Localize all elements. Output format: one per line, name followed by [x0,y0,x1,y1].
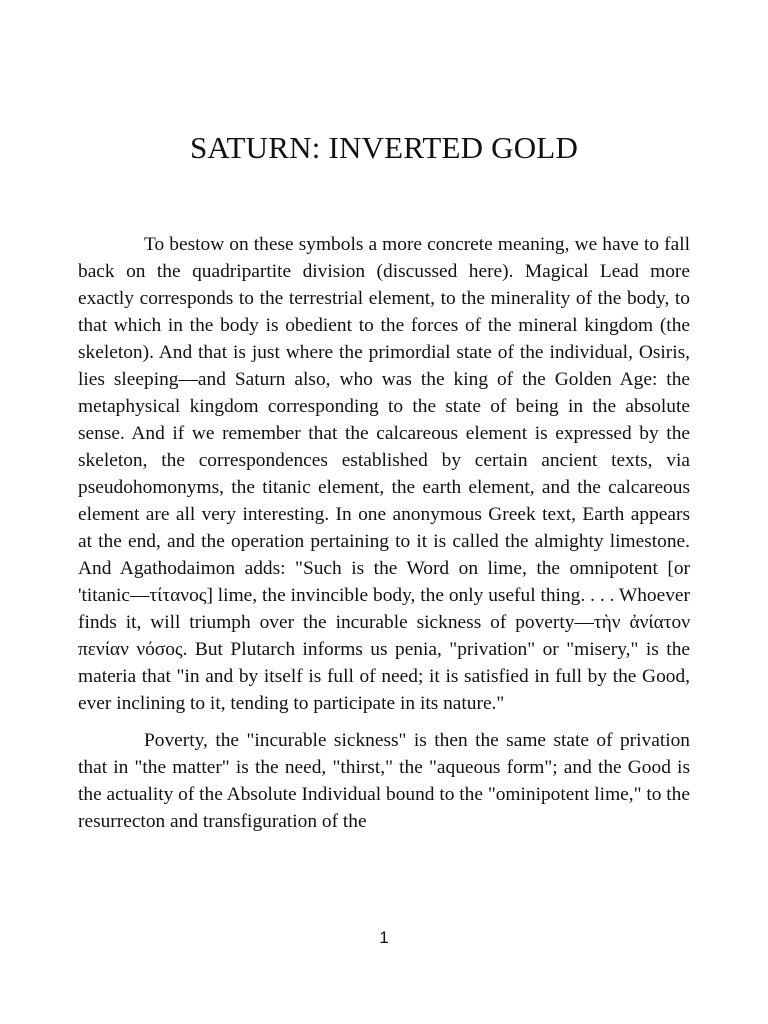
chapter-title: SATURN: INVERTED GOLD [189,130,579,165]
page-number: 1 [379,928,389,947]
paragraph-2: Poverty, the "incurable sickness" is then the same state of privation that in "the matter" is the need, "thirst," the "aqueous form"; and the Good is the actuality of the Absolute Individual bound to the "ominipotent lime," to the resurrecton and transfiguration of the [78,730,690,832]
body-text [78,231,690,835]
paragraph-1: To bestow on these symbols a more concrete meaning, we have to fall back on the quadripartite division (discussed here). Magical Lead more exactly corresponds to the terrestrial element, to the minerality of the body, to that which in the body is obedient to the forces of the mineral kingdom (the skeleton). And that is just where the primordial state of the individual, Osiris, lies sleeping—and Saturn also, who was the king of the Golden Age: the metaphysical kingdom corresponding to the state of being in the absolute sense. And if we remember that the calcareous element is expressed by the skeleton, the correspondences established by certain ancient texts, via pseudohomonyms, the titanic element, the earth element, and the calcareous element are all very interesting. In one anonymous Greek text, Earth appears at the end, and the operation pertaining to it is called the almighty limestone. And Agathodaimon adds: "Such is the Word on lime, the omnipotent [or 'titanic—τίτανος] lime, the invincible body, the only useful thing. . . . Whoever finds it, will triumph over the incurable sickness of poverty—τὴν ἀνίατον πενίαν νόσος. But Plutarch informs us penia, "privation" or "misery," is the materia that "in and by itself is full of need; it is satisfied in full by the Good, ever inclining to it, tending to participate in its nature." [78,234,690,714]
